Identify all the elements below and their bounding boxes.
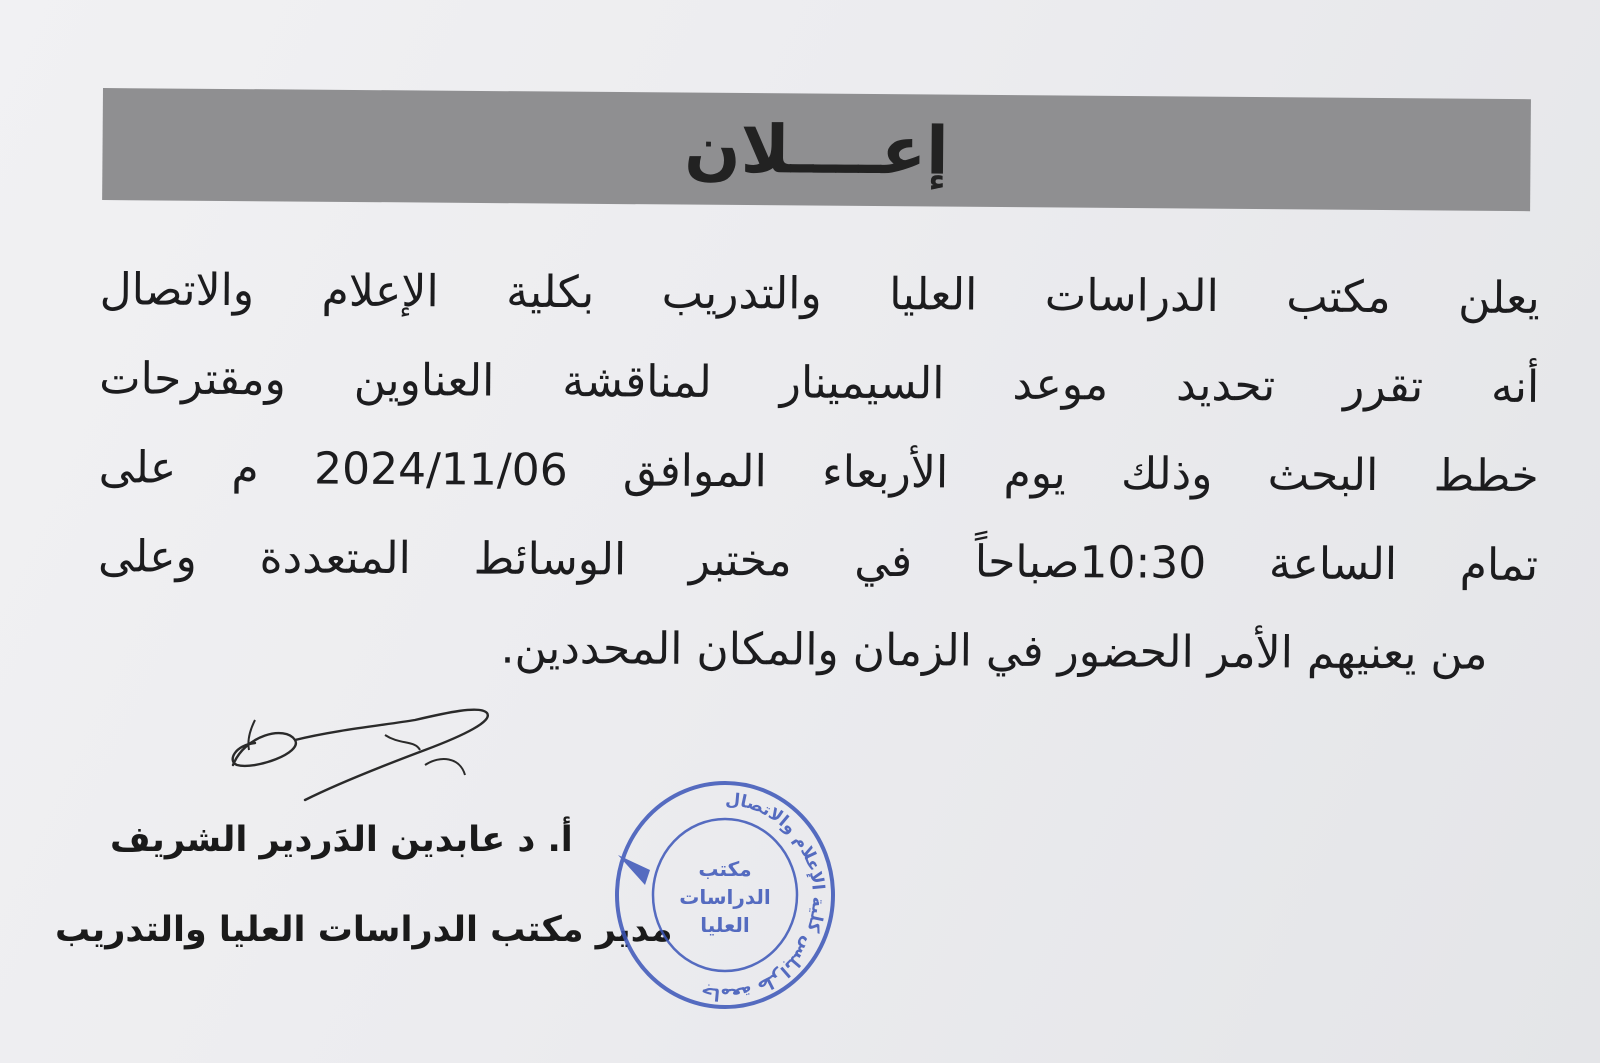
title-banner <box>102 88 1531 211</box>
body-line: خطط البحث وذلك يوم الأربعاء الموافق 2024/11/06 م على <box>98 442 1539 502</box>
body-line: تمام الساعة 10:30صباحاً في مختبر الوسائط المتعددة وعلى <box>97 531 1539 591</box>
signatory-name: أ. د عابدين الدَردير الشريف <box>110 820 573 860</box>
stamp-center-text: مكتب الدراسات العليا <box>679 857 771 937</box>
stamp-ring-text: جامعة طرابلس كلية الإعلام والاتصال <box>699 789 829 1005</box>
body-line: من يعنيهم الأمر الحضور في الزمان والمكان المحددين. <box>500 622 1488 680</box>
announcement-body <box>97 245 1540 699</box>
body-line: أنه تقرر تحديد موعد السيمينار لمناقشة العناوين ومقترحات <box>99 353 1540 413</box>
official-stamp <box>610 775 840 1015</box>
signatory-title: مدير مكتب الدراسات العليا والتدريب <box>55 910 673 950</box>
document-title: إعــــلان <box>684 110 950 190</box>
body-line: يعلن مكتب الدراسات العليا والتدريب بكلية الإعلام والاتصال <box>99 264 1540 324</box>
handwritten-signature <box>225 695 505 805</box>
